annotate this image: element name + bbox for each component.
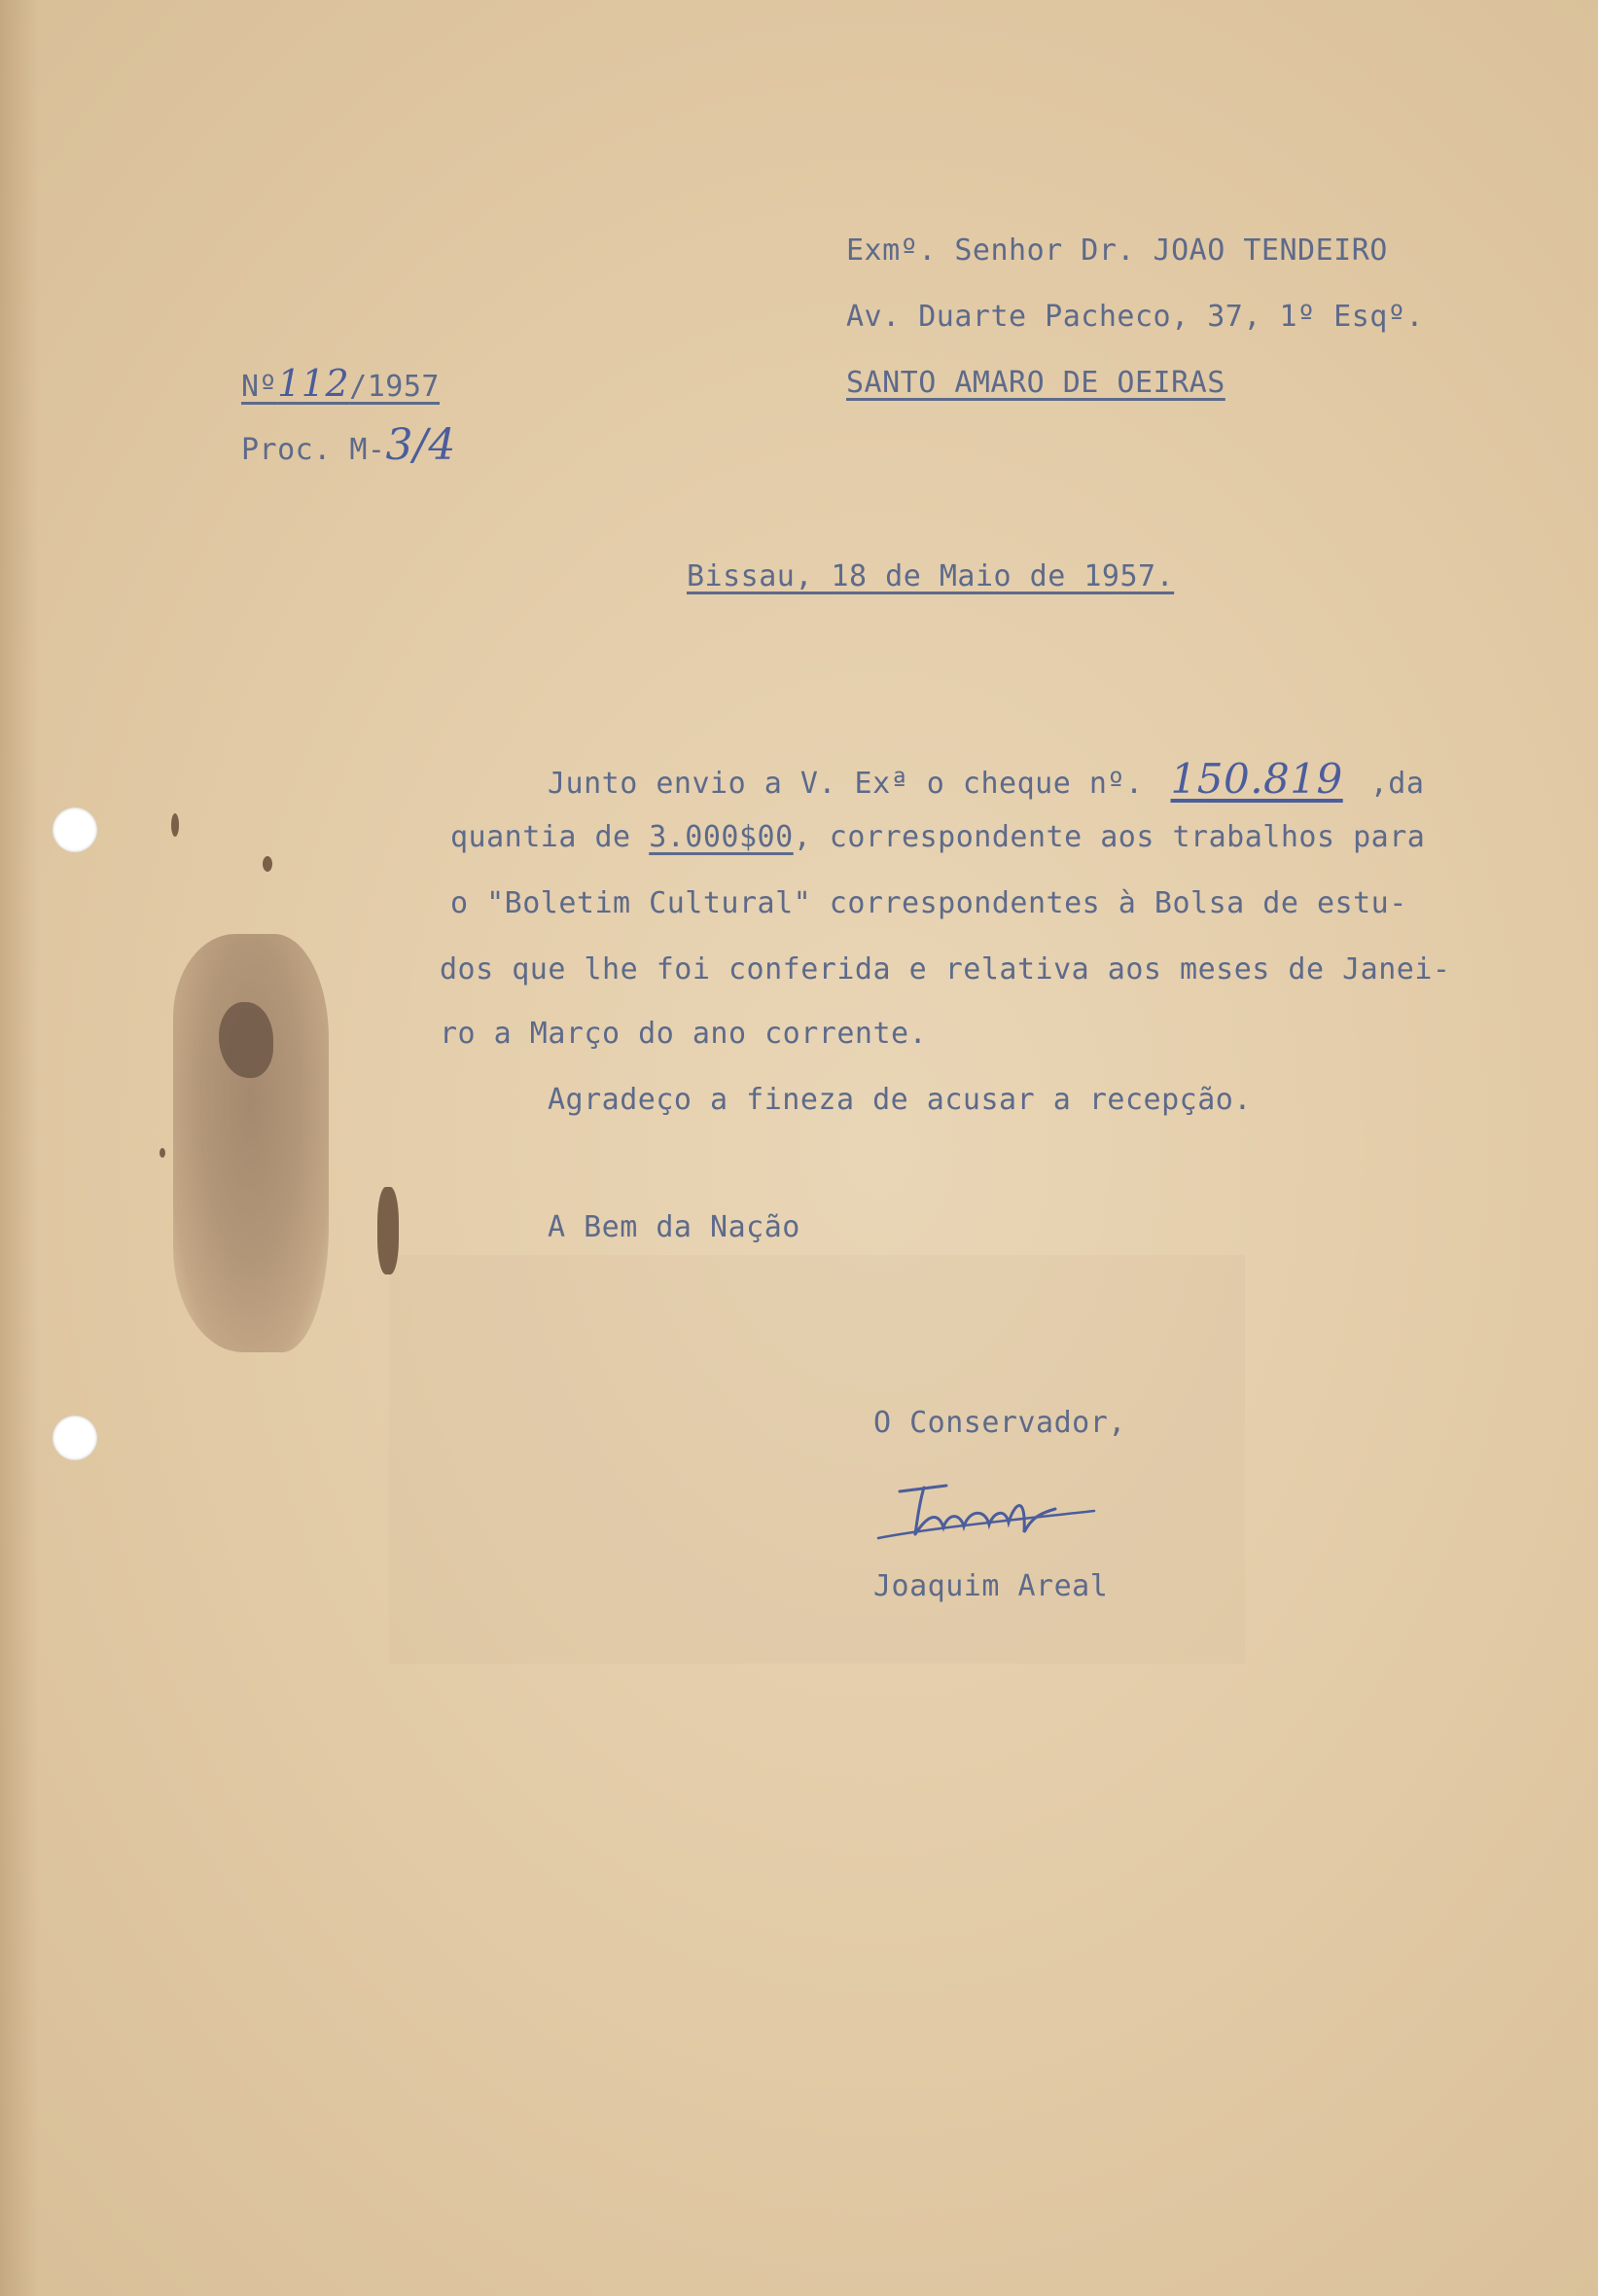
- speck: [160, 1148, 165, 1158]
- reference-number-year: /1957: [349, 370, 440, 404]
- proc-prefix: Proc. M-: [241, 433, 386, 467]
- body-line-1: [548, 755, 1425, 803]
- proc-handwritten: 3/4: [385, 420, 456, 470]
- proc-reference: [241, 420, 456, 470]
- recipient-line-1: Exmº. Senhor Dr. JOAO TENDEIRO: [846, 233, 1388, 268]
- body-line-1-end: ,da: [1369, 767, 1425, 801]
- paper-stain: [173, 934, 329, 1352]
- signatory-name: Joaquim Areal: [873, 1569, 1109, 1603]
- date-line: Bissau, 18 de Maio de 1957.: [687, 559, 1175, 593]
- body-line-2-start: quantia de: [450, 820, 631, 854]
- signature-mark: [870, 1474, 1114, 1552]
- recipient-line-3: SANTO AMARO DE OEIRAS: [846, 366, 1225, 400]
- recipient-line-2: Av. Duarte Pacheco, 37, 1º Esqº.: [846, 300, 1424, 334]
- body-line-1-start: Junto envio a V. Exª o cheque nº.: [548, 767, 1144, 801]
- signatory-title: O Conservador,: [873, 1406, 1126, 1440]
- closing: A Bem da Nação: [548, 1210, 800, 1244]
- reference-number: [241, 362, 440, 405]
- punch-hole-upper: [53, 807, 97, 852]
- speck: [171, 813, 179, 837]
- body-line-2: [450, 820, 1426, 854]
- reference-number-handwritten: 112: [277, 362, 350, 405]
- cheque-number: 150.819: [1170, 755, 1343, 803]
- punch-hole-lower: [53, 1416, 97, 1460]
- page-edge-shadow: [0, 0, 39, 2296]
- body-line-2-end: , correspondente aos trabalhos para: [793, 820, 1426, 854]
- body-line-3: o "Boletim Cultural" correspondentes à Bolsa de estu-: [450, 886, 1407, 920]
- speck: [263, 856, 272, 872]
- body-line-6: Agradeço a fineza de acusar a recepção.: [548, 1083, 1252, 1117]
- body-line-5: ro a Março do ano corrente.: [440, 1017, 928, 1051]
- speck: [377, 1187, 399, 1274]
- amount: 3.000$00: [649, 820, 794, 854]
- body-line-4: dos que lhe foi conferida e relativa aos meses de Janei-: [440, 952, 1451, 987]
- faded-area: [389, 1255, 1245, 1664]
- reference-number-prefix: Nº: [241, 370, 278, 404]
